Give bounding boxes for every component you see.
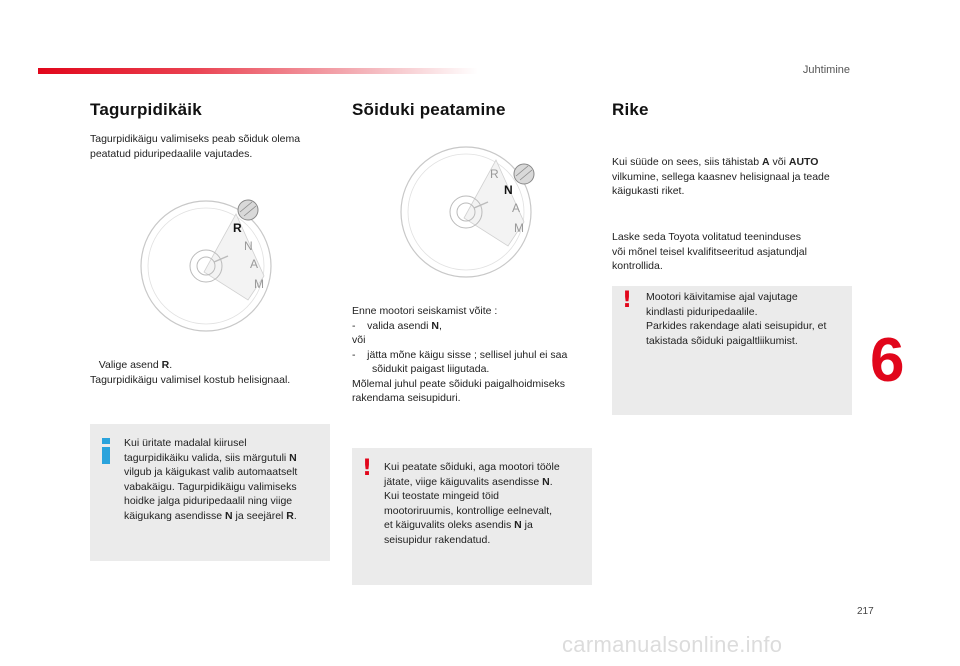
reverse-intro-line: Tagurpidikäigu valimiseks peab sõiduk olema — [90, 133, 301, 145]
section-title-reverse: Tagurpidikäik — [90, 100, 202, 119]
section-title-stopping: Sõiduki peatamine — [352, 100, 506, 119]
page-number: 217 — [857, 606, 874, 617]
fault-text-1: Kui süüde on sees, siis tähistab A või AUTO vilkumine, sellega kaasnev helisignaal ja teade käigukasti riket. — [612, 156, 830, 197]
warning-icon: ! — [362, 456, 373, 481]
warning-box-fault: ! Mootori käivitamise ajal vajutage kindlasti piduripedaalile. Parkides rakendage alati seisupidur, et takistada sõiduki paigaltliikumist. — [612, 286, 852, 415]
info-icon — [100, 438, 112, 464]
stopping-text: Enne mootori seiskamist võite : - valida asendi N, või - jätta mõne käigu sisse ; sellisel juhul ei saa sõidukit paigast liigutada. Mõlemal juhul peate sõiduki paigalhoidmiseks rakendama seisupiduri. — [352, 305, 568, 404]
reverse-step-note: Tagurpidikäigu valimisel kostub helisignaal. — [90, 373, 291, 386]
dial-label: R — [490, 167, 499, 181]
dial-label: N — [244, 239, 253, 253]
dial-label: R — [233, 221, 242, 235]
dial-label: M — [254, 277, 264, 291]
fault-text-2: Laske seda Toyota volitatud teeninduses või mõnel teisel kvalifitseeritud asjatundjal kontrollida. — [612, 231, 807, 272]
chapter-number: 6 — [870, 326, 905, 395]
warning-box-stopping: ! Kui peatate sõiduki, aga mootori tööle jätate, viige käiguvalits asendisse N. Kui teostate mingeid töid mootoriruumis, kontrollige eelnevalt, et käiguvalits oleks asendis N ja seisupidur rakendatud. — [352, 448, 592, 585]
section-title-fault: Rike — [612, 100, 649, 119]
gear-selector-dial-n — [400, 142, 540, 282]
dial-label: A — [512, 201, 521, 215]
footer-watermark: carmanualsonline.info — [562, 632, 783, 657]
reverse-intro — [90, 132, 330, 161]
chapter-label: Juhtimine — [802, 64, 850, 76]
header-accent-bar — [38, 68, 478, 74]
gear-selector-dial-r — [140, 196, 280, 336]
dial-label: A — [250, 257, 259, 271]
dial-label: N — [504, 183, 513, 197]
reverse-intro-line: peatatud piduripedaalile vajutades. — [90, 147, 253, 160]
info-box-reverse: Kui üritate madalal kiirusel tagurpidikäiku valida, siis märgutuli N vilgub ja käigukast valib automaatselt vabakäigu. Tagurpidikäigu valimiseks hoidke jalga piduripedaalil ning viige käigukang asendisse N ja seejärel R. — [90, 424, 330, 561]
reverse-step — [90, 358, 340, 387]
warning-icon: ! — [622, 288, 633, 313]
reverse-step-line: Valige asend R. — [98, 359, 173, 371]
dial-label: M — [514, 221, 524, 235]
